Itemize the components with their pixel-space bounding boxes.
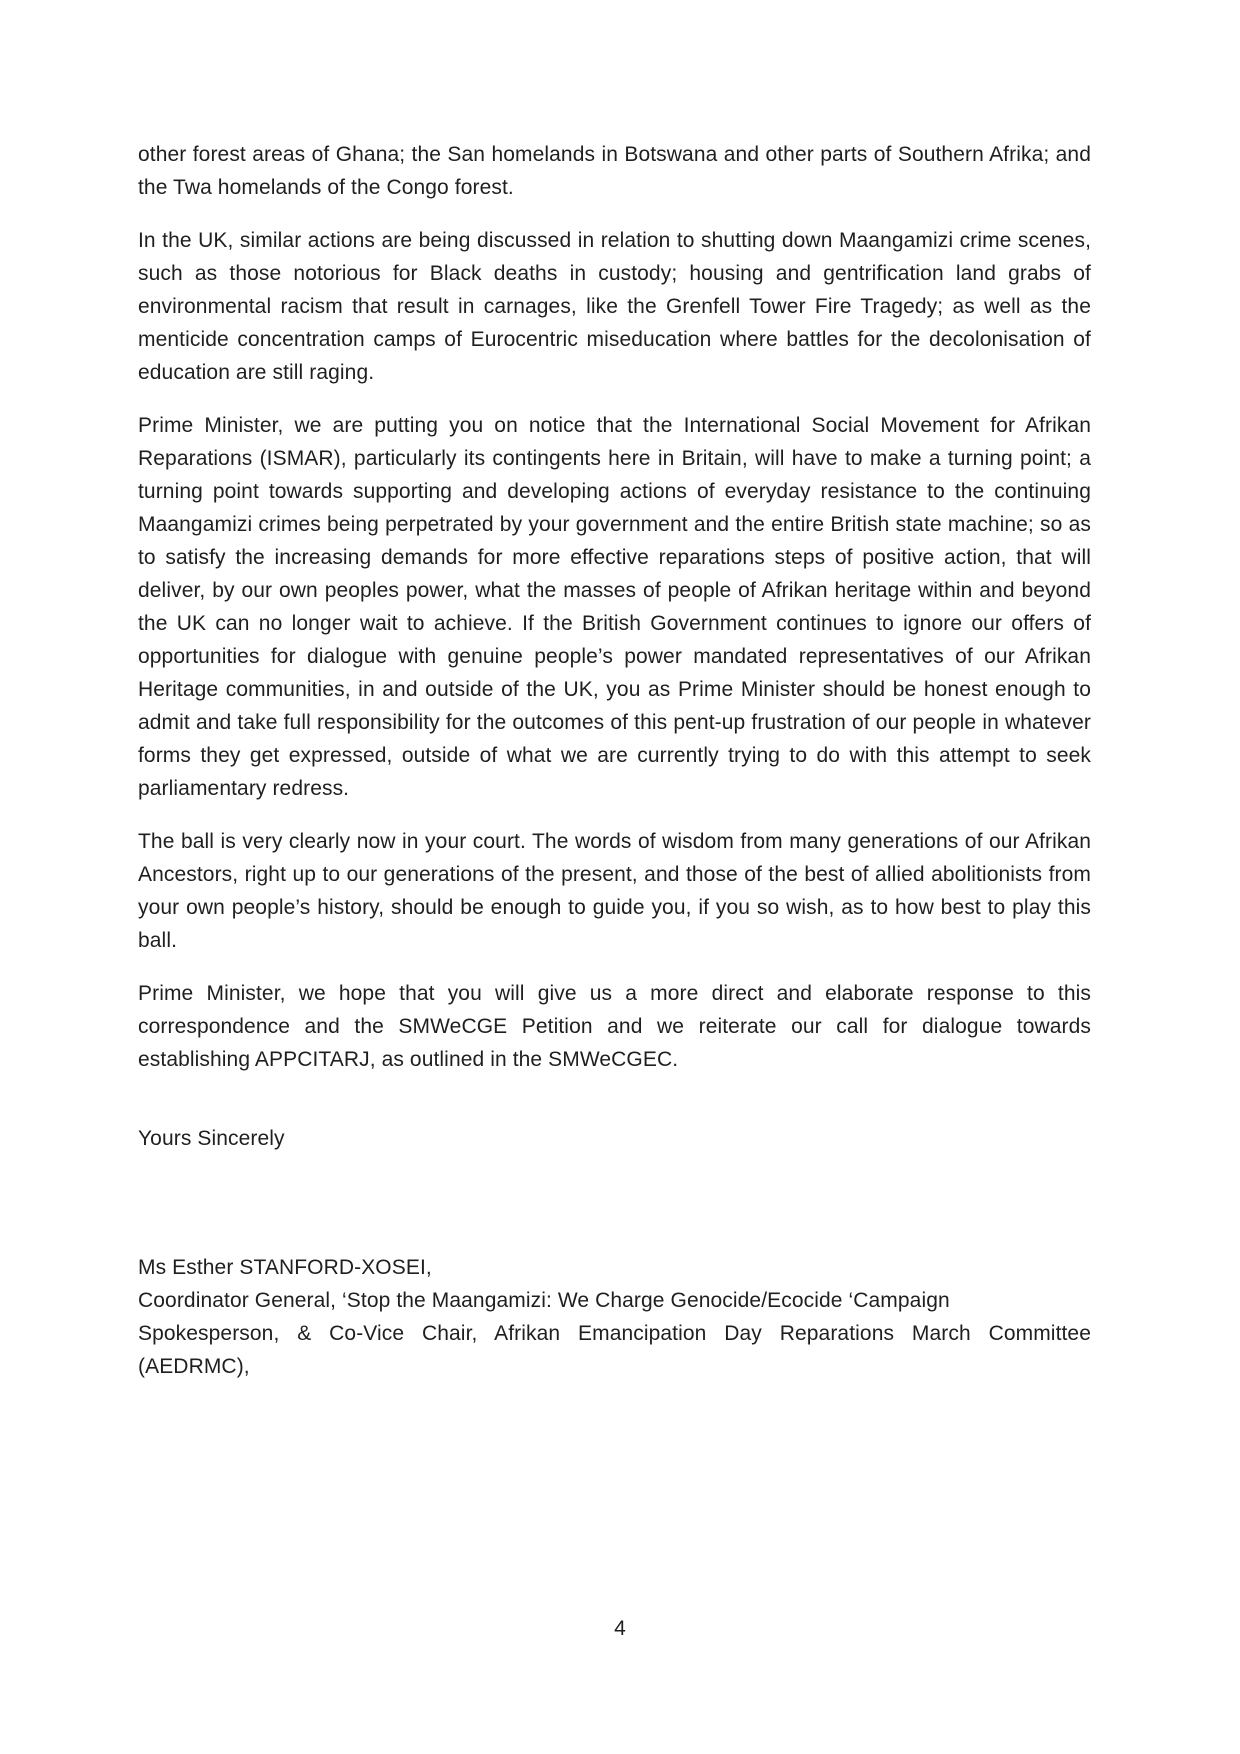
letter-body (138, 138, 1091, 1383)
paragraph-uk-actions: In the UK, similar actions are being discussed in relation to shutting down Maangamizi crime scenes, such as those notorious for Black deaths in custody; housing and gentrification land grabs of environmental racism that result in carnages, like the Grenfell Tower Fire Tragedy; as well as the menticide concentration camps of Eurocentric miseducation where battles for the decolonisation of education are still raging. (138, 229, 1091, 384)
closing-salutation: Yours Sincerely (138, 1127, 285, 1150)
paragraph-continuation: other forest areas of Ghana; the San homelands in Botswana and other parts of Southern Afrika; and the Twa homelands of the Congo forest. (138, 143, 1091, 199)
paragraph-ball-in-your-court: The ball is very clearly now in your court. The words of wisdom from many generations of our Afrikan Ancestors, right up to our generations of the present, and those of the best of allied abolitionists from your own people’s history, should be enough to guide you, if you so wish, as to how best to play this ball. (138, 830, 1091, 952)
paragraph-notice-to-prime-minister: Prime Minister, we are putting you on notice that the International Social Movement for Afrikan Reparations (ISMAR), particularly its contingents here in Britain, will have to make a turning point; a turning point towards supporting and developing actions of everyday resistance to the continuing Maangamizi crimes being perpetrated by your government and the entire British state machine; so as to satisfy the increasing demands for more effective reparations steps of positive action, that will deliver, by our own peoples power, what the masses of people of Afrikan heritage within and beyond the UK can no longer wait to achieve. If the British Government continues to ignore our offers of opportunities for dialogue with genuine people’s power mandated representatives of our Afrikan Heritage communities, in and outside of the UK, you as Prime Minister should be honest enough to admit and take full responsibility for the outcomes of this pent-up frustration of our people in whatever forms they get expressed, outside of what we are currently trying to do with this attempt to seek parliamentary redress. (138, 414, 1091, 800)
signature-block (138, 1251, 1091, 1383)
signatory-title-line-2: Spokesperson, & Co-Vice Chair, Afrikan Emancipation Day Reparations March Committee (AEDRMC), (138, 1322, 1091, 1378)
signatory-name: Ms Esther STANFORD-XOSEI, (138, 1256, 432, 1279)
signatory-title-line-1: Coordinator General, ‘Stop the Maangamizi: We Charge Genocide/Ecocide ‘Campaign (138, 1289, 950, 1312)
paragraph-request-response: Prime Minister, we hope that you will give us a more direct and elaborate response to this correspondence and the SMWeCGE Petition and we reiterate our call for dialogue towards establishing APPCITARJ, as outlined in the SMWeCGEC. (138, 982, 1091, 1071)
page-number: 4 (614, 1617, 626, 1640)
